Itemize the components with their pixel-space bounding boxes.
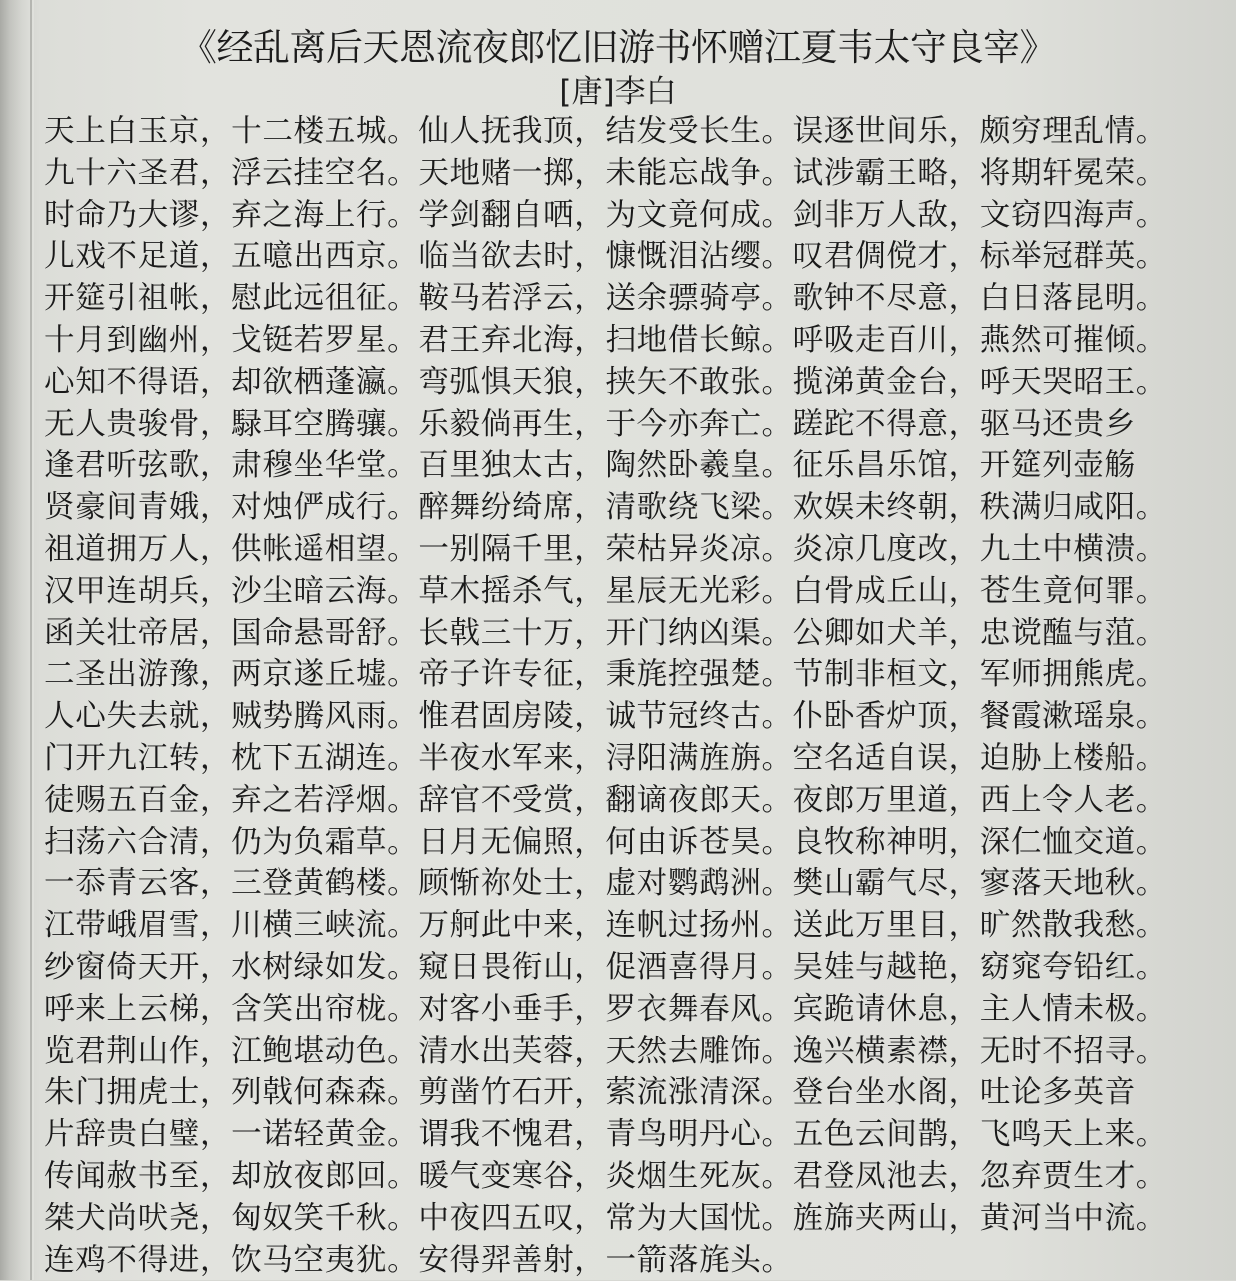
poem-line: 九十六圣君，浮云挂空名。天地赌一掷，未能忘战争。试涉霸王略，将期轩冕荣。: [44, 155, 1167, 191]
poem-line: 贤豪间青娥，对烛俨成行。醉舞纷绮席，清歌绕飞梁。欢娱未终朝，秩满归咸阳。: [44, 490, 1167, 526]
poem-line: 十月到幽州，戈铤若罗星。君王弃北海，扫地借长鲸。呼吸走百川，燕然可摧倾。: [44, 322, 1167, 358]
poem-line: 览君荆山作，江鲍堪动色。清水出芙蓉，天然去雕饰。逸兴横素襟，无时不招寻。: [44, 1033, 1167, 1069]
poem-author: [唐]李白: [559, 74, 677, 110]
poem-line: 一忝青云客，三登黄鹤楼。顾惭祢处士，虚对鹦鹉洲。樊山霸气尽，寥落天地秋。: [44, 866, 1167, 902]
poem-line: 汉甲连胡兵，沙尘暗云海。草木摇杀气，星辰无光彩。白骨成丘山，苍生竟何罪。: [44, 573, 1167, 609]
poem-line: 连鸡不得进，饮马空夷犹。安得羿善射，一箭落旄头。: [44, 1242, 793, 1278]
poem-line: 纱窗倚天开，水树绿如发。窥日畏衔山，促酒喜得月。吴娃与越艳，窈窕夸铅红。: [44, 949, 1167, 985]
poem-line: 门开九江转，枕下五湖连。半夜水军来，浔阳满旌旃。空名适自误，迫胁上楼船。: [44, 740, 1167, 776]
poem-line: 人心失去就，贼势腾风雨。惟君固房陵，诚节冠终古。仆卧香炉顶，餐霞漱瑶泉。: [44, 699, 1167, 735]
poem-line: 传闻赦书至，却放夜郎回。暖气变寒谷，炎烟生死灰。君登凤池去，忽弃贾生才。: [44, 1158, 1167, 1194]
poem-line: 徒赐五百金，弃之若浮烟。辞官不受赏，翻谪夜郎天。夜郎万里道，西上令人老。: [44, 782, 1167, 818]
poem-line: 朱门拥虎士，列戟何森森。剪凿竹石开，萦流涨清深。登台坐水阁，吐论多英音: [44, 1075, 1136, 1111]
poem-body: [44, 111, 1234, 1281]
poem-line: 时命乃大谬，弃之海上行。学剑翻自哂，为文竟何成。剑非万人敌，文窃四海声。: [44, 197, 1167, 233]
poem-line: 桀犬尚吠尧，匈奴笑千秋。中夜四五叹，常为大国忧。旌旆夹两山，黄河当中流。: [44, 1200, 1167, 1236]
poem-line: 无人贵骏骨，騄耳空腾骧。乐毅倘再生，于今亦奔亡。蹉跎不得意，驱马还贵乡: [44, 406, 1136, 442]
poem-line: 片辞贵白璧，一诺轻黄金。谓我不愧君，青鸟明丹心。五色云间鹊，飞鸣天上来。: [44, 1117, 1167, 1153]
poem-line: 儿戏不足道，五噫出西京。临当欲去时，慷慨泪沾缨。叹君倜傥才，标举冠群英。: [44, 239, 1167, 275]
poem-line: 开筵引祖帐，慰此远徂征。鞍马若浮云，送余骠骑亭。歌钟不尽意，白日落昆明。: [44, 281, 1167, 317]
poem-line: 二圣出游豫，两京遂丘墟。帝子许专征，秉旄控强楚。节制非桓文，军师拥熊虎。: [44, 657, 1167, 693]
poem-line: 心知不得语，却欲栖蓬瀛。弯弧惧天狼，挟矢不敢张。揽涕黄金台，呼天哭昭王。: [44, 364, 1167, 400]
poem-line: 扫荡六合清，仍为负霜草。日月无偏照，何由诉苍昊。良牧称神明，深仁恤交道。: [44, 824, 1167, 860]
spine-edge: [30, 0, 32, 1280]
poem-title: 《经乱离后天恩流夜郎忆旧游书怀赠江夏韦太守良宰》: [180, 26, 1056, 69]
poem-line: 江带峨眉雪，川横三峡流。万舸此中来，连帆过扬州。送此万里目，旷然散我愁。: [44, 908, 1167, 944]
poem-line: 逢君听弦歌，肃穆坐华堂。百里独太古，陶然卧羲皇。征乐昌乐馆，开筵列壶觞: [44, 448, 1136, 484]
poem-line: 天上白玉京，十二楼五城。仙人抚我顶，结发受长生。误逐世间乐，颇穷理乱情。: [44, 114, 1167, 149]
book-spine: [0, 0, 34, 1280]
poem-line: 函关壮帝居，国命悬哥舒。长戟三十万，开门纳凶渠。公卿如犬羊，忠谠醢与菹。: [44, 615, 1167, 651]
poem-line: 祖道拥万人，供帐遥相望。一别隔千里，荣枯异炎凉。炎凉几度改，九土中横溃。: [44, 531, 1167, 567]
poem-line: 呼来上云梯，含笑出帘栊。对客小垂手，罗衣舞春风。宾跪请休息，主人情未极。: [44, 991, 1167, 1027]
